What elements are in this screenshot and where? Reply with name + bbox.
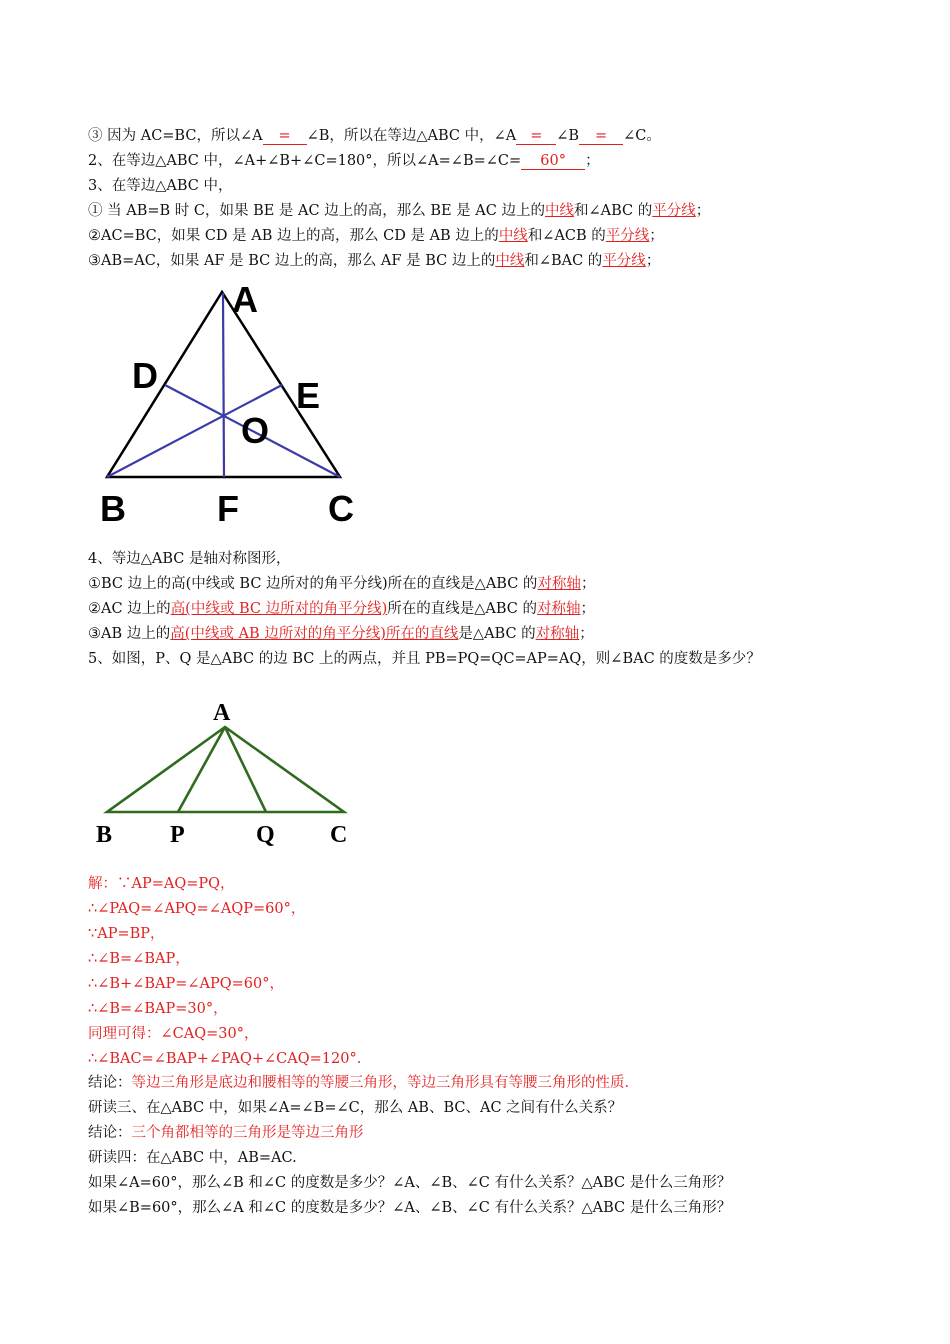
label-C: C [328,488,354,528]
answer: 高(中线或 BC 边所对的角平分线) [170,601,388,617]
label-D: D [132,355,158,396]
study-4-question-1: 如果∠A=60°，那么∠B 和∠C 的度数是多少？∠A、∠B、∠C 有什么关系？△ABC 是什么三角形？ [88,1175,732,1191]
solution-line-8: ∴∠BAC=∠BAP+∠PAQ+∠CAQ=120°. [88,1051,362,1067]
question-4-title: 4、等边△ABC 是轴对称图形， [88,551,291,567]
answer: 中线 [498,228,528,244]
q4-item-2: ②AC 边上的高(中线或 BC 边所对的角平分线)所在的直线是△ABC 的对称轴； [88,601,596,617]
study-4-title: 研读四：在△ABC 中，AB=AC. [88,1150,297,1166]
q1-item-3: ③ 因为 AC=BC，所以∠A = ∠B，所以在等边△ABC 中，∠A = ∠B = ∠C。 [88,128,661,144]
q3-item-1: ① 当 AB=B 时 C，如果 BE 是 AC 边上的高，那么 BE 是 AC 边上的中线和∠ABC 的平分线； [88,203,711,219]
triangle-figure-1 [90,278,380,528]
solution-line-5: ∴∠B+∠BAP=∠APQ=60°， [88,976,284,992]
q3-item-2: ②AC=BC，如果 CD 是 AB 边上的高，那么 CD 是 AB 边上的中线和∠ACB 的平分线； [88,228,664,244]
label-B: B [96,822,113,848]
q4-item-3: ③AB 边上的高(中线或 AB 边所对的角平分线)所在的直线是△ABC 的对称轴； [88,626,594,642]
solution-line-7: 同理可得：∠CAQ=30°， [88,1026,259,1042]
label-P: P [170,822,185,848]
solution-line-4: ∴∠B=∠BAP， [88,951,190,967]
label-E: E [296,375,321,416]
solution-line-1: 解：∵AP=AQ=PQ， [88,876,235,892]
q3-item-3: ③AB=AC，如果 AF 是 BC 边上的高，那么 AF 是 BC 边上的中线和∠BAC 的平分线； [88,253,661,269]
solution-line-2: ∴∠PAQ=∠APQ=∠AQP=60°， [88,901,306,917]
question-2: 2、在等边△ABC 中，∠A+∠B+∠C=180°，所以∠A=∠B=∠C= 60° ； [88,153,600,169]
study-3: 研读三、在△ABC 中，如果∠A=∠B=∠C，那么 AB、BC、AC 之间有什么关系？ [88,1100,623,1116]
triangle-figure-2 [90,696,365,856]
solution-line-3: ∵AP=BP， [88,926,165,942]
answer-blank-2: = [516,128,556,145]
segment-aq [225,727,266,812]
label-C: C [330,822,348,848]
answer: 平分线 [652,203,696,219]
answer-blank-angle: 60° [521,153,585,170]
triangle-abc-outline [107,727,344,812]
answer: 中线 [495,253,525,269]
label-A: A [232,279,258,320]
study-4-question-2: 如果∠B=60°，那么∠A 和∠C 的度数是多少？∠A、∠B、∠C 有什么关系？△ABC 是什么三角形？ [88,1200,732,1216]
conclusion-2: 结论：三个角都相等的三角形是等边三角形 [88,1125,364,1141]
answer: 对称轴 [537,576,581,592]
label-A: A [213,700,231,726]
question-5: 5、如图，P、Q 是△ABC 的边 BC 上的两点，并且 PB=PQ=QC=AP=AQ，则∠BAC 的度数是多少？ [88,651,761,667]
answer: 对称轴 [537,601,581,617]
segment-ap [178,727,225,812]
answer: 中线 [544,203,574,219]
question-3-title: 3、在等边△ABC 中， [88,178,233,194]
label-O: O [241,410,270,451]
answer: 高(中线或 AB 边所对的角平分线)所在的直线 [170,626,459,642]
label-B: B [100,488,126,528]
label-F: F [217,488,239,528]
conclusion-1: 结论：等边三角形是底边和腰相等的等腰三角形，等边三角形具有等腰三角形的性质. [88,1075,630,1091]
answer-blank-1: = [263,128,307,145]
answer-blank-3: = [579,128,623,145]
answer: 平分线 [605,228,650,244]
median-af [223,293,224,477]
solution-line-6: ∴∠B=∠BAP=30°， [88,1001,228,1017]
label-Q: Q [256,822,275,848]
answer: 平分线 [602,253,646,269]
q4-item-1: ①BC 边上的高(中线或 BC 边所对的角平分线)所在的直线是△ABC 的对称轴； [88,576,596,592]
answer: 对称轴 [535,626,580,642]
